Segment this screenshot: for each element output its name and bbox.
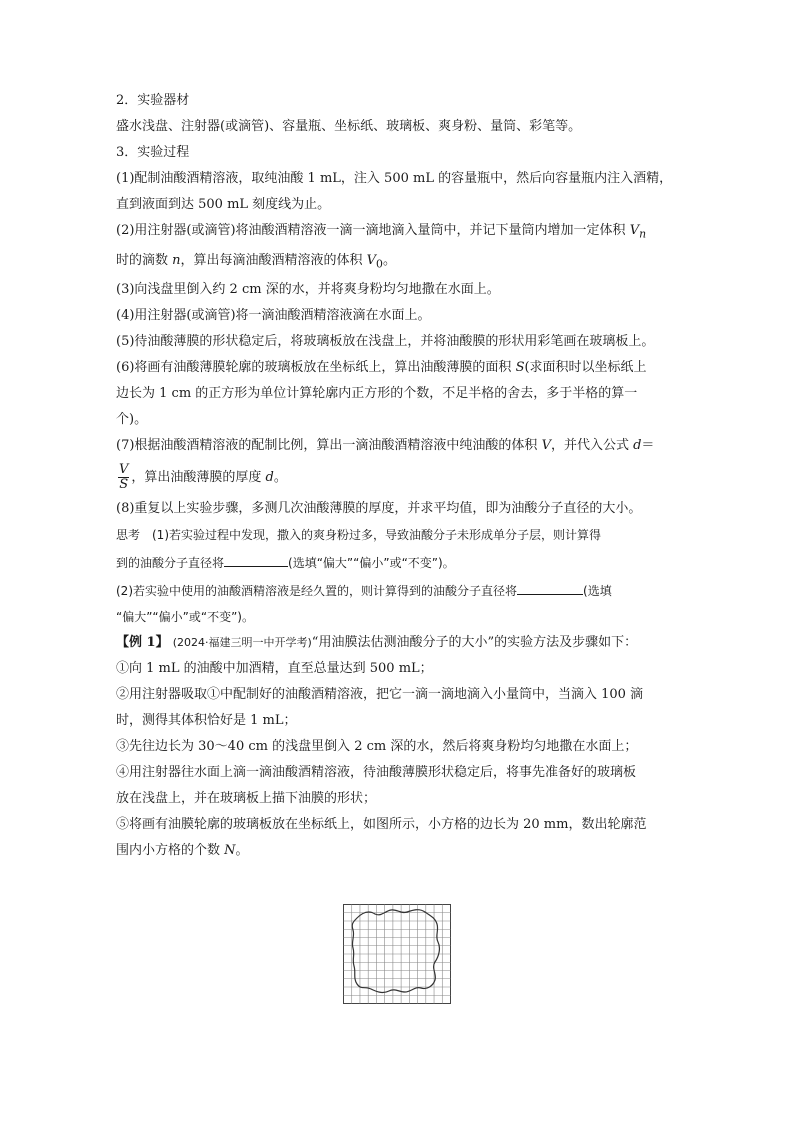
step-2: (2)用注射器(或滴管)将油酸酒精溶液一滴一滴地滴入量筒中，并记下量筒内增加一定体积 $V_n$ 时的滴数 n，算出每滴油酸酒精溶液的体积 $V_0$。: [116, 223, 647, 271]
example-item-5: ⑤将画有油膜轮廓的玻璃板放在坐标纸上，如图所示，小方格的边长为 20 mm，数出轮廓范 围内小方格的个数 N。: [116, 817, 647, 859]
step-5: (5)待油酸薄膜的形状稳定后，将玻璃板放在浅盘上，并将油酸膜的形状用彩笔画在玻璃板上。: [116, 334, 655, 350]
answer-blank-2[interactable]: [517, 580, 583, 595]
step-4: (4)用注射器(或滴管)将一滴油酸酒精溶液滴在水面上。: [116, 308, 431, 324]
think-question-1: 思考 (1)若实验过程中发现，撒入的爽身粉过多，导致油酸分子未形成单分子层，则计算得 到的油酸分子直径将 (选填“偏大”“偏小”或“不变”)。: [116, 528, 602, 571]
document-page: [116, 92, 686, 868]
step-6: (6)将画有油酸薄膜轮廓的玻璃板放在坐标纸上，算出油酸薄膜的面积 S(求面积时以坐标纸上 边长为 1 cm 的正方形为单位计算轮廓内正方形的个数，不足半格的舍去，多于半格的算一 个)。: [116, 360, 647, 428]
step-1: (1)配制油酸酒精溶液，取纯油酸 1 mL，注入 500 mL 的容量瓶中，然后向容量瓶内注入酒精， 直到液面到达 500 mL 刻度线为止。: [116, 171, 673, 212]
section-2-heading: 2．实验器材: [116, 93, 190, 108]
step-3: (3)向浅盘里倒入约 2 cm 深的水，并将爽身粉均匀地撒在水面上。: [116, 282, 500, 298]
step-8: (8)重复以上实验步骤，多测几次油酸薄膜的厚度，并求平均值，即为油酸分子直径的大小。: [116, 501, 642, 517]
example-tag: 【例 1】: [116, 635, 169, 651]
section-2-text: 盛水浅盘、注射器(或滴管)、容量瓶、坐标纸、玻璃板、爽身粉、量筒、彩笔等。: [116, 119, 582, 134]
example-item-1: ①向 1 mL 的油酸中加酒精，直至总量达到 500 mL；: [116, 661, 433, 677]
formula-fraction: $\frac{V}{S}$: [119, 462, 129, 493]
example-item-3: ③先往边长为 30～40 cm 的浅盘里倒入 2 cm 深的水，然后将爽身粉均匀地撒在水面上；: [116, 739, 638, 755]
think-question-2: (2)若实验中使用的油酸酒精溶液是经久置的，则计算得到的油酸分子直径将 (选填 “偏大”“偏小”或“不变”)。: [116, 580, 686, 626]
section-3-heading: 3．实验过程: [116, 145, 190, 160]
example-item-2: ②用注射器吸取①中配制好的油酸酒精溶液，把它一滴一滴地滴入小量筒中，当滴入 100 滴 时，测得其体积恰好是 1 mL；: [116, 687, 644, 729]
example-item-4: ④用注射器往水面上滴一滴油酸酒精溶液，待油酸薄膜形状稳定后，将事先准备好的玻璃板 放在浅盘上，并在玻璃板上描下油膜的形状；: [116, 765, 637, 807]
step-7: (7)根据油酸酒精溶液的配制比例，算出一滴油酸酒精溶液中纯油酸的体积 V，并代入公式 d＝ $\frac{V}{S}$ ，算出油酸薄膜的厚度 d。: [116, 438, 655, 493]
example-source: (2024·福建三明一中开学考): [172, 636, 312, 650]
grid-figure: [343, 904, 451, 1004]
answer-blank-1[interactable]: [224, 552, 288, 567]
oil-film-grid: [343, 904, 451, 1004]
example-1-header: 【例 1】 (2024·福建三明一中开学考)“用油膜法估测油酸分子的大小”的实验方法及步骤如下：: [116, 635, 638, 651]
